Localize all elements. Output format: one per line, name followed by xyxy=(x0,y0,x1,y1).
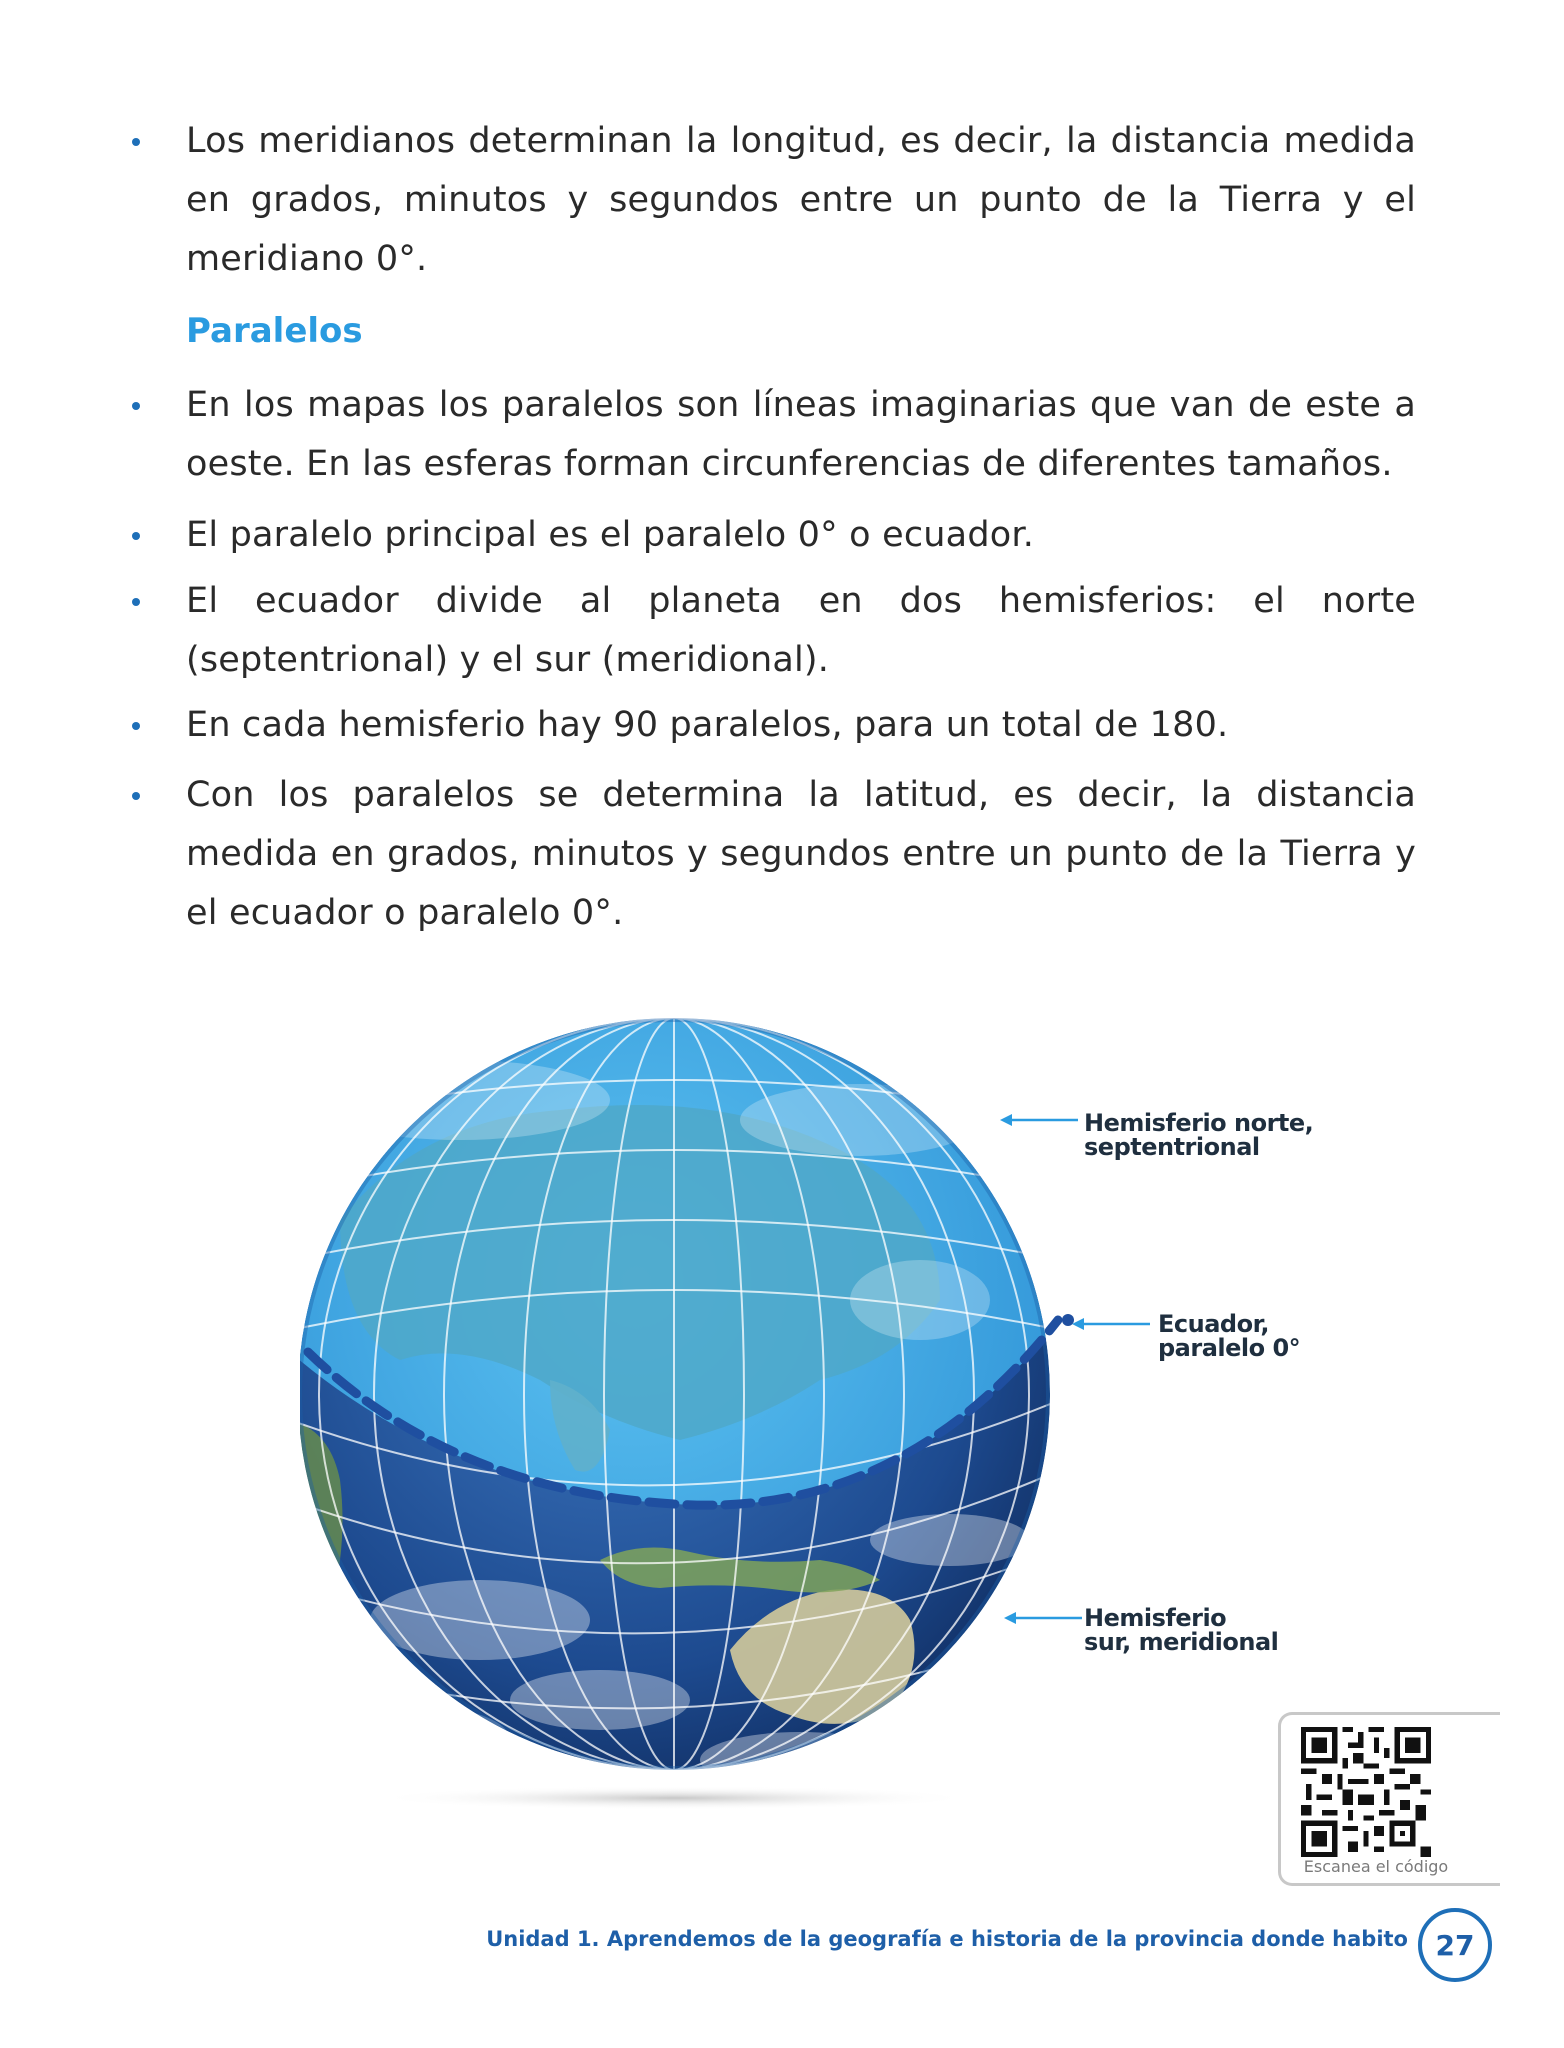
bullet-text: En los mapas los paralelos son líneas imaginarias que van de este a oeste. En las esferas forman circunferencias de diferentes tamaños. xyxy=(186,385,1416,484)
label-line: Hemisferio norte, xyxy=(1084,1109,1314,1137)
list-item xyxy=(186,766,1416,943)
bullet-text: El ecuador divide al planeta en dos hemisferios: el norte (septentrional) y el sur (meridional). xyxy=(186,581,1416,680)
qr-card[interactable] xyxy=(1278,1712,1500,1886)
bullet-icon xyxy=(132,402,140,410)
section-heading: Paralelos xyxy=(186,311,363,351)
bullet-icon xyxy=(132,138,140,146)
arrow-icon xyxy=(1000,1112,1080,1128)
bullet-icon xyxy=(132,792,140,800)
footer-unit-title: Unidad 1. Aprendemos de la geografía e historia de la provincia donde habito xyxy=(486,1927,1408,1951)
list-item xyxy=(186,696,1416,755)
list-item xyxy=(186,112,1416,289)
bullet-icon xyxy=(132,598,140,606)
qr-caption: Escanea el código xyxy=(1303,1857,1449,1876)
label-line: paralelo 0° xyxy=(1158,1334,1301,1362)
page-number: 27 xyxy=(1418,1908,1492,1982)
bullet-text: En cada hemisferio hay 90 paralelos, para un total de 180. xyxy=(186,705,1229,745)
bullet-text: Los meridianos determinan la longitud, es decir, la distancia medida en grados, minutos y segundos entre un punto de la Tierra y el meridiano 0°. xyxy=(186,121,1416,279)
arrow-icon xyxy=(1072,1316,1152,1332)
arrow-icon xyxy=(1004,1610,1084,1626)
label-line: sur, meridional xyxy=(1084,1628,1279,1656)
globe-shadow xyxy=(374,1786,974,1810)
bullet-icon xyxy=(132,722,140,730)
label-line: septentrional xyxy=(1084,1133,1260,1161)
list-item xyxy=(186,506,1416,565)
label-northern-hemisphere xyxy=(1084,1111,1313,1159)
list-item xyxy=(186,376,1416,494)
bullet-text: El paralelo principal es el paralelo 0° o ecuador. xyxy=(186,515,1035,555)
bullet-text: Con los paralelos se determina la latitud, es decir, la distancia medida en grados, minutos y segundos entre un punto de la Tierra y el ecuador o paralelo 0°. xyxy=(186,775,1416,933)
list-item xyxy=(186,572,1416,690)
label-line: Ecuador, xyxy=(1158,1310,1269,1338)
label-line: Hemisferio xyxy=(1084,1604,1227,1632)
qr-code-icon[interactable] xyxy=(1299,1727,1433,1857)
label-southern-hemisphere xyxy=(1084,1606,1278,1654)
label-equator xyxy=(1158,1312,1300,1360)
bullet-icon xyxy=(132,532,140,540)
globe-figure xyxy=(300,1000,1340,1840)
